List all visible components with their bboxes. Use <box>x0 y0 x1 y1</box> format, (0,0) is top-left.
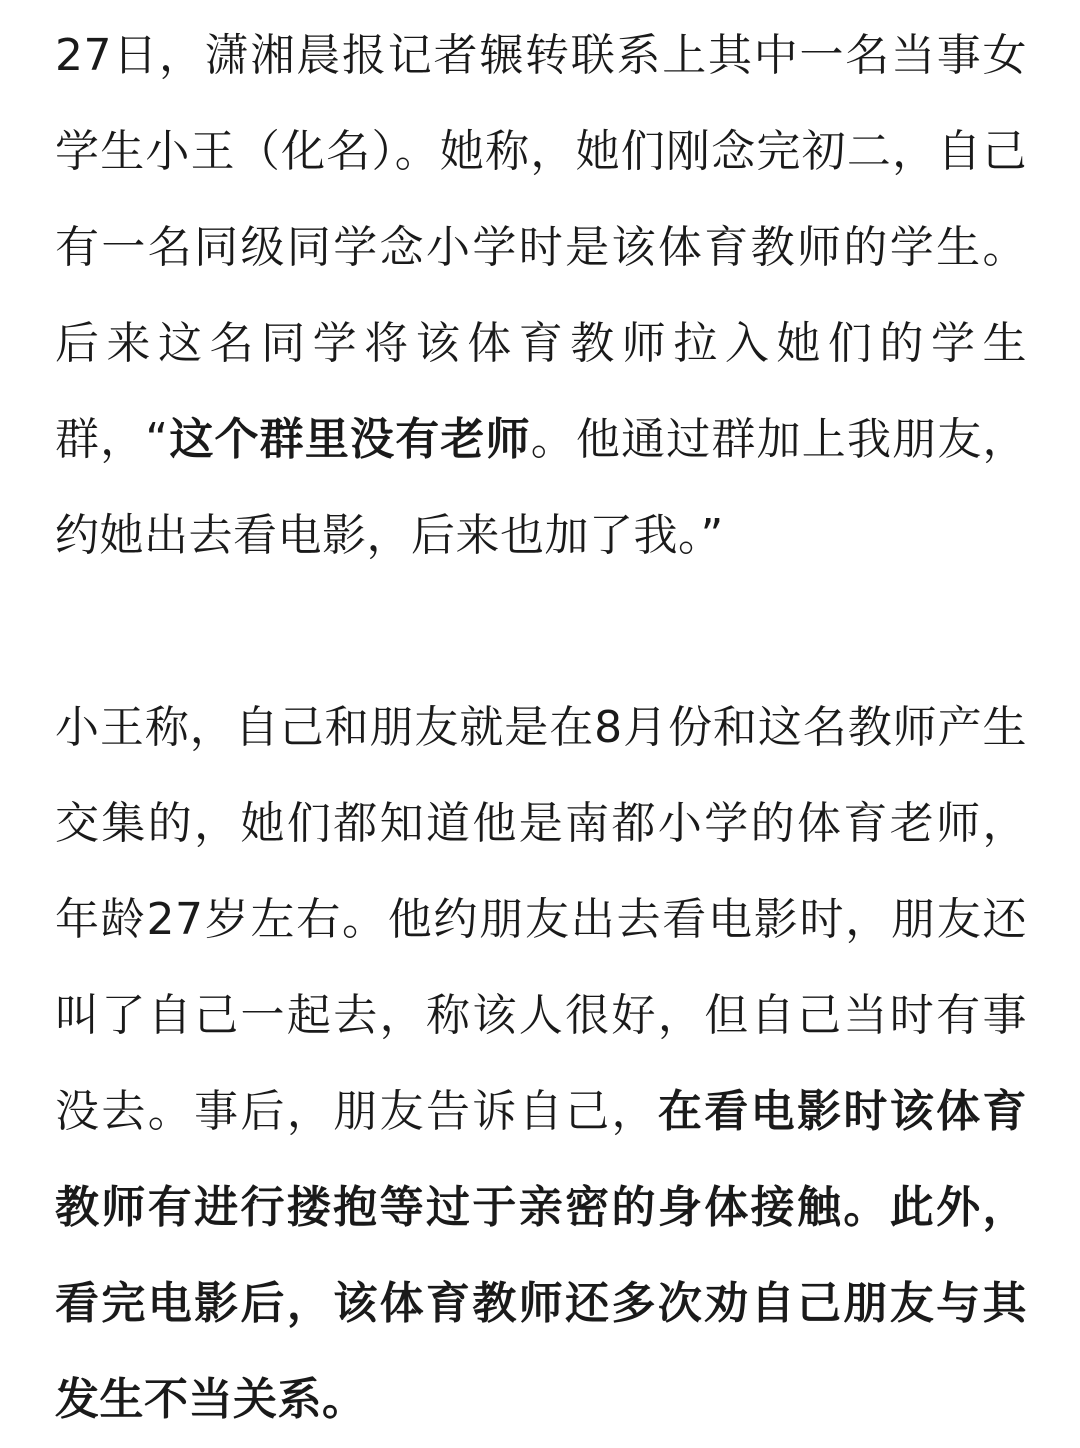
paragraph-2-bold-statement: 在看电影时该体育教师有进行搂抱等过于亲密的身体接触。此外，看完电影后，该体育教师还多次劝自己朋友与其发生不当关系。 <box>55 1086 1027 1425</box>
paragraph-2 <box>55 680 1027 1448</box>
paragraph-1-bold-quote: 这个群里没有老师 <box>168 414 531 465</box>
paragraph-1-text-1: 27日，潇湘晨报记者辗转联系上其中一名当事女学生小王（化名）。她称，她们刚念完初二，自己有一名同级同学念小学时是该体育教师的学生。后来这名同学将该体育教师拉入她们的学生群，“ <box>55 30 1027 465</box>
paragraph-2-text-1: 小王称，自己和朋友就是在8月份和这名教师产生交集的，她们都知道他是南都小学的体育老师，年龄27岁左右。他约朋友出去看电影时，朋友还叫了自己一起去，称该人很好，但自己当时有事没去。事后，朋友告诉自己， <box>55 702 1027 1137</box>
paragraph-1 <box>55 8 1027 584</box>
article-body <box>55 0 1027 1448</box>
paragraph-1-text-2: 。他通过群加上我朋友，约她出去看电影，后来也加了我。” <box>55 414 1028 561</box>
